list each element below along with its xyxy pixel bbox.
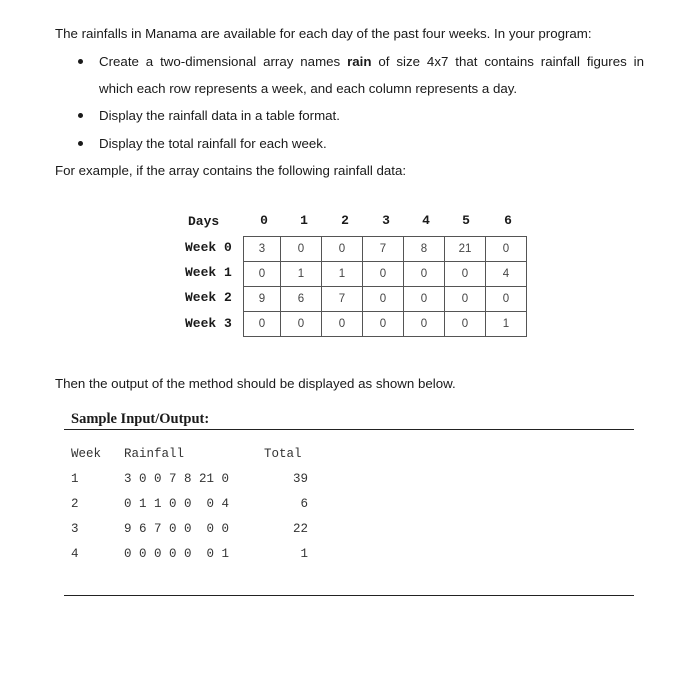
output-total: 1 xyxy=(300,547,308,561)
column-header: 3 xyxy=(382,213,390,228)
table-cell: 0 xyxy=(281,312,322,337)
column-header: 6 xyxy=(504,213,512,228)
column-header: 4 xyxy=(422,213,430,228)
column-header: 0 xyxy=(260,213,268,228)
table-cell: 3 xyxy=(244,237,281,262)
column-header: 1 xyxy=(300,213,308,228)
output-week: 1 xyxy=(71,472,79,486)
column-header: 2 xyxy=(341,213,349,228)
table-cell: 0 xyxy=(363,287,404,312)
output-rainfall: 9 6 7 0 0 0 0 xyxy=(124,522,230,536)
table-cell: 21 xyxy=(445,237,486,262)
sample-title: Sample Input/Output: xyxy=(71,411,210,427)
table-cell: 7 xyxy=(363,237,404,262)
table-cell: 0 xyxy=(486,237,527,262)
table-cell: 0 xyxy=(404,262,445,287)
table-cell: 1 xyxy=(322,262,363,287)
then-text: Then the output of the method should be displayed as shown below. xyxy=(55,376,456,391)
table-row xyxy=(244,287,527,312)
table-cell: 7 xyxy=(322,287,363,312)
row-label: Week 2 xyxy=(185,290,232,305)
table-cell: 9 xyxy=(244,287,281,312)
table-cell: 0 xyxy=(244,262,281,287)
bullet-1-text-end: of size 4x7 that contains rainfall figures in xyxy=(371,54,644,69)
bullet-icon xyxy=(78,113,83,118)
table-cell: 4 xyxy=(486,262,527,287)
output-total: 6 xyxy=(300,497,308,511)
example-text: For example, if the array contains the following rainfall data: xyxy=(55,163,407,178)
bullet-3: Display the total rainfall for each week. xyxy=(99,136,327,151)
table-cell: 0 xyxy=(445,287,486,312)
table-cell: 1 xyxy=(486,312,527,337)
output-header-week: Week xyxy=(71,447,102,461)
table-cell: 0 xyxy=(404,287,445,312)
row-label: Week 3 xyxy=(185,316,232,331)
table-cell: 1 xyxy=(281,262,322,287)
table-cell: 0 xyxy=(486,287,527,312)
rainfall-table xyxy=(243,236,527,337)
table-cell: 6 xyxy=(281,287,322,312)
bullet-1-bold: rain xyxy=(347,54,372,69)
days-label: Days xyxy=(188,214,220,229)
table-cell: 0 xyxy=(445,312,486,337)
table-cell: 0 xyxy=(322,237,363,262)
bullet-2: Display the rainfall data in a table format. xyxy=(99,108,340,123)
table-cell: 0 xyxy=(445,262,486,287)
table-cell: 0 xyxy=(404,312,445,337)
output-header-rainfall: Rainfall xyxy=(124,447,185,461)
divider xyxy=(64,595,634,596)
intro-paragraph: The rainfalls in Manama are available for each day of the past four weeks. In your program: xyxy=(55,26,592,41)
bullet-icon xyxy=(78,59,83,64)
output-total: 39 xyxy=(292,472,308,486)
output-total: 22 xyxy=(292,522,308,536)
output-header-total: Total xyxy=(264,447,302,461)
bullet-1-text: Create a two-dimensional array names xyxy=(99,54,348,69)
table-row xyxy=(244,262,527,287)
column-header: 5 xyxy=(462,213,470,228)
table-row xyxy=(244,312,527,337)
table-cell: 0 xyxy=(244,312,281,337)
output-week: 4 xyxy=(71,547,79,561)
row-label: Week 1 xyxy=(185,265,232,280)
bullet-icon xyxy=(78,141,83,146)
table-row xyxy=(244,237,527,262)
table-cell: 0 xyxy=(363,262,404,287)
table-cell: 8 xyxy=(404,237,445,262)
table-cell: 0 xyxy=(322,312,363,337)
table-cell: 0 xyxy=(363,312,404,337)
output-rainfall: 0 1 1 0 0 0 4 xyxy=(124,497,230,511)
bullet-1-line-1 xyxy=(99,54,644,70)
output-rainfall: 3 0 0 7 8 21 0 xyxy=(124,472,230,486)
table-cell: 0 xyxy=(281,237,322,262)
divider xyxy=(64,429,634,430)
output-week: 2 xyxy=(71,497,79,511)
output-rainfall: 0 0 0 0 0 0 1 xyxy=(124,547,230,561)
output-week: 3 xyxy=(71,522,79,536)
row-label: Week 0 xyxy=(185,240,232,255)
bullet-1-line-2: which each row represents a week, and each column represents a day. xyxy=(99,81,518,96)
